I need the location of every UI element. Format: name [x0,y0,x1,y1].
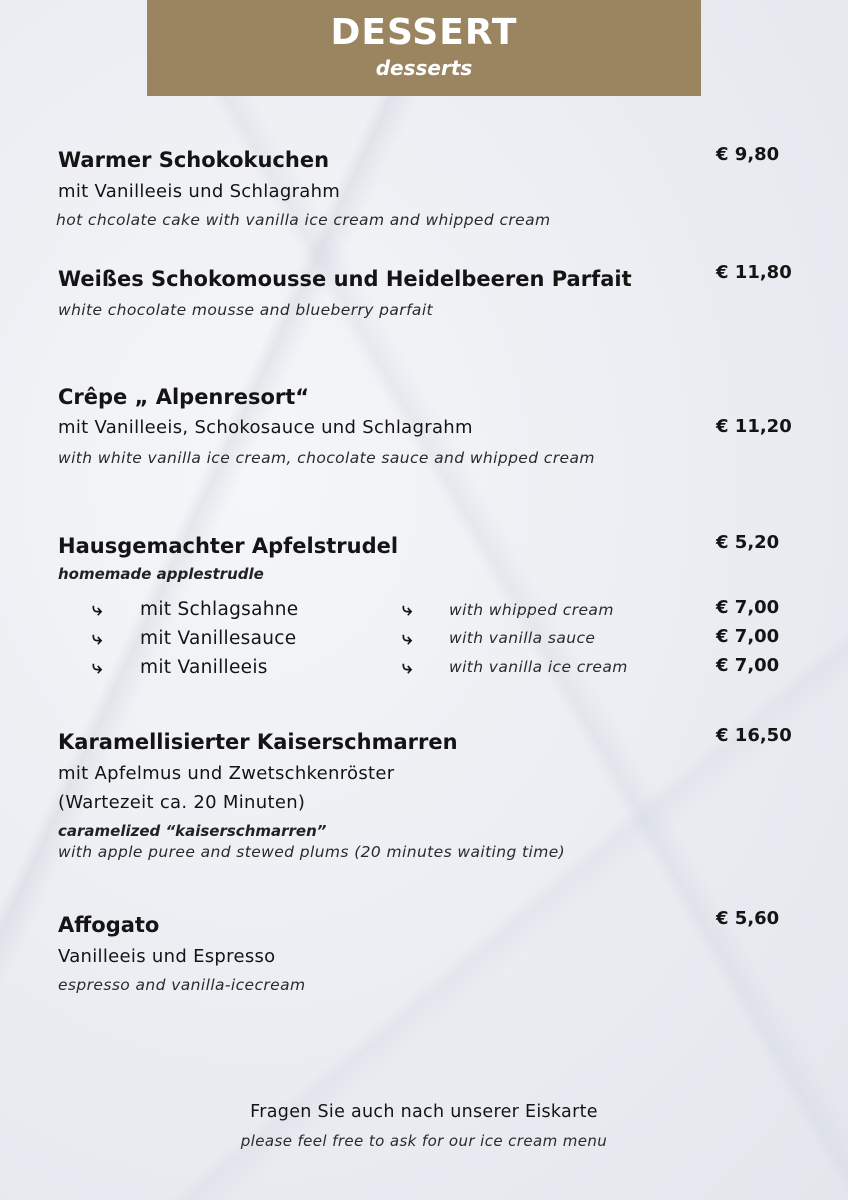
option-price: € 7,00 [716,655,780,676]
option-label-en: with whipped cream [449,601,614,619]
item-title: Crêpe „ Alpenresort“ [58,385,310,409]
item-title: Weißes Schokomousse und Heidelbeeren Parfait [58,267,632,291]
arrow-icon: ⤷ [92,599,103,620]
arrow-icon: ⤷ [92,628,103,649]
item-title: Karamellisierter Kaiserschmarren [58,730,458,754]
item-note-de: (Wartezeit ca. 20 Minuten) [58,792,306,813]
option-label-en: with vanilla sauce [449,629,596,647]
page-subtitle: desserts [375,56,473,80]
item-description-en: homemade applestrudle [58,565,264,583]
item-price: € 5,60 [716,908,780,929]
arrow-icon: ⤷ [402,628,413,649]
item-description-en: white chocolate mousse and blueberry parfait [58,301,434,319]
option-label-de: mit Vanillesauce [140,628,297,649]
item-title: Warmer Schokokuchen [58,148,330,172]
item-price: € 11,20 [716,416,792,437]
option-label-en: with vanilla ice cream [449,658,628,676]
item-price: € 16,50 [716,725,792,746]
item-description-de: mit Vanilleeis, Schokosauce und Schlagrahm [58,417,473,438]
item-description-en: with apple puree and stewed plums (20 minutes waiting time) [58,843,566,861]
option-price: € 7,00 [716,626,780,647]
footer-text-de: Fragen Sie auch nach unserer Eiskarte [250,1102,598,1122]
item-description-en: hot chcolate cake with vanilla ice cream and whipped cream [56,211,551,229]
arrow-icon: ⤷ [402,599,413,620]
item-description-en: espresso and vanilla-icecream [58,976,306,994]
page-title: DESSERT [330,12,518,53]
item-title: Affogato [58,913,160,937]
item-description-de: mit Apfelmus und Zwetschkenröster [58,763,395,784]
header-banner [147,0,701,96]
item-description-en-bold: caramelized “kaiserschmarren” [58,822,327,840]
item-title: Hausgemachter Apfelstrudel [58,534,399,558]
item-price: € 5,20 [716,532,780,553]
option-label-de: mit Schlagsahne [140,599,299,620]
item-price: € 9,80 [716,144,780,165]
option-label-de: mit Vanilleeis [140,657,268,678]
arrow-icon: ⤷ [402,657,413,678]
arrow-icon: ⤷ [92,657,103,678]
item-description-en: with white vanilla ice cream, chocolate sauce and whipped cream [58,449,595,467]
item-description-de: mit Vanilleeis und Schlagrahm [58,181,341,202]
option-price: € 7,00 [716,597,780,618]
item-price: € 11,80 [716,262,792,283]
footer-text-en: please feel free to ask for our ice cream menu [240,1132,608,1150]
item-description-de: Vanilleeis und Espresso [58,946,276,967]
